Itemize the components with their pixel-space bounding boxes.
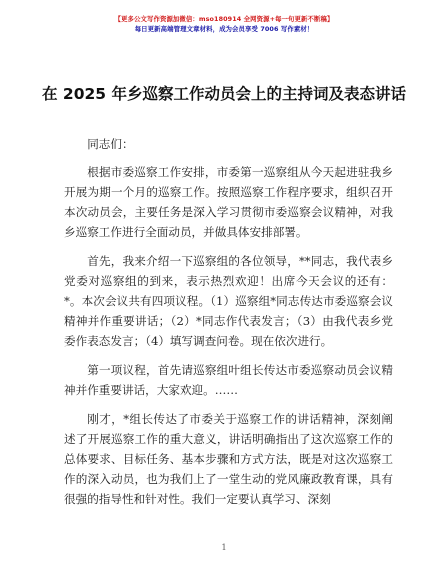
paragraph-1: 根据市委巡察工作安排，市委第一巡察组从今天起进驻我乡开展为期一个月的巡察工作。按照巡察工作程序要求，组织召开本次动员会，主要任务是深入学习贯彻市委巡察会议精神，对我乡巡察工作进行全面动员，并做具体安排部署。 (64, 165, 393, 239)
promo-line-2: 每日更新高端管理文章材料，成为会员享受 7006 写作素材！ (134, 25, 314, 33)
document-body (64, 134, 393, 518)
salutation: 同志们： (87, 137, 134, 151)
promo-header (0, 14, 448, 34)
promo-line-1: 【更多公文写作资源加微信：mso180914 全网资源+每一句更新不断稿】 (114, 15, 334, 23)
paragraph-4: 刚才，*组长传达了市委关于巡察工作的讲话精神，深刻阐述了开展巡察工作的重大意义，讲话明确指出了这次巡察工作的总体要求、目标任务、基本步骤和方式方法，既是对这次巡察工作的深入动员，也为我们上了一堂生动的党风廉政教育课，具有很强的指导性和针对性。我们一定要认真学习、深刻 (64, 412, 393, 506)
paragraph-2: 首先，我来介绍一下巡察组的各位领导，**同志，我代表乡党委对巡察组的到来，表示热烈欢迎！出席今天会议的还有：*。本次会议共有四项议程。（1）巡察组*同志传达市委巡察会议精神并作重要讲话；（2）*同志作代表发言；（3）由我代表乡党委作表态发言；（4）填写调查问卷。现在依次进行。 (64, 254, 393, 348)
page-number: 1 (221, 543, 227, 552)
document-title: 在 2025 年乡巡察工作动员会上的主持词及表态讲话 (42, 85, 406, 103)
paragraph-3: 第一项议程，首先请巡察组叶组长传达市委巡察动员会议精神并作重要讲话，大家欢迎。…… (64, 363, 393, 397)
